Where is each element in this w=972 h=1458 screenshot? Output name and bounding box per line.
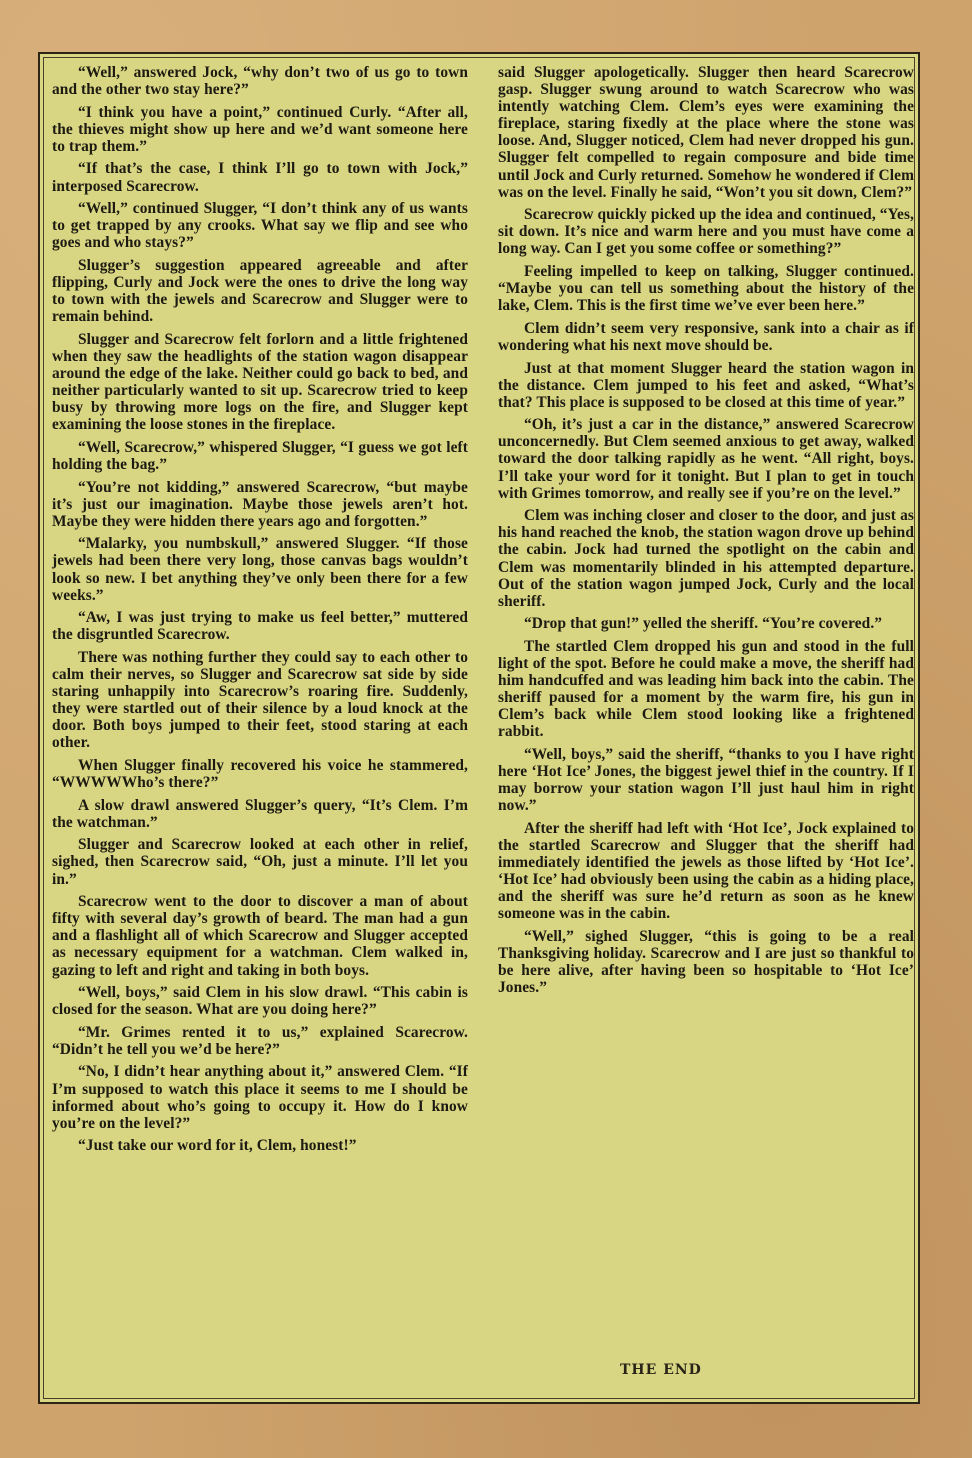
paragraph: “Malarky, you numbskull,” answered Slugger. “If those jewels had been there very long, those canvas bags wouldn’t look so new. I bet anything they’ve only been there for a few weeks.” xyxy=(52,535,468,604)
paragraph: Feeling impelled to keep on talking, Slugger continued. “Maybe you can tell us something about the history of the lake, Clem. This is the first time we’ve ever been here.” xyxy=(498,263,914,315)
paragraph: “Drop that gun!” yelled the sheriff. “You’re covered.” xyxy=(524,615,883,633)
paragraph: “You’re not kidding,” answered Scarecrow, “but maybe it’s just our imagination. Maybe those jewels aren’t hot. Maybe they were hidden there years ago and forgotten.” xyxy=(52,478,468,530)
paragraph: Slugger and Scarecrow felt forlorn and a little frightened when they saw the headlights of the station wagon disappear around the edge of the lake. Neither could go back to bed, and neither particularly wanted to sit up. Scarecrow tried to keep busy by throwing more logs on the fire, and Slugger kept examining the loose stones in the fireplace. xyxy=(52,330,468,434)
paragraph: “Just take our word for it, Clem, honest!” xyxy=(78,1137,357,1155)
paragraph: “Well,” sighed Slugger, “this is going to be a real Thanksgiving holiday. Scarecrow and I are just so thankful to be here alive, after having been so hospitable to ‘Hot Ice’ Jones.” xyxy=(498,927,914,997)
paragraph: Slugger and Scarecrow looked at each other in relief, sighed, then Scarecrow said, “Oh, just a minute. I’ll let you in.” xyxy=(52,836,468,888)
paragraph: Just at that moment Slugger heard the station wagon in the distance. Clem jumped to his feet and asked, “What’s that? This place is supposed to be closed at this time of year.” xyxy=(498,359,914,411)
paragraph: “Well, Scarecrow,” whispered Slugger, “I guess we got left holding the bag.” xyxy=(52,438,468,473)
paragraph: Clem didn’t seem very responsive, sank into a chair as if wondering what his next move should be. xyxy=(498,319,914,354)
paragraph: “Well,” continued Slugger, “I don’t think any of us wants to get trapped by any crooks. What say we flip and see who goes and who stays?” xyxy=(52,200,468,252)
paragraph: “Aw, I was just trying to make us feel better,” muttered the disgruntled Scarecrow. xyxy=(52,609,468,644)
paragraph: Clem was inching closer and closer to the door, and just as his hand reached the knob, the station wagon drove up behind the cabin. Jock had turned the spotlight on the cabin and Clem was momentarily blinded in his attempted departure. Out of the station wagon jumped Jock, Curly and the local sheriff. xyxy=(498,507,914,610)
paragraph: Slugger’s suggestion appeared agreeable and after flipping, Curly and Jock were the ones to drive the long way to town with the jewels and Scarecrow and Slugger were to remain behind. xyxy=(52,256,468,326)
paragraph: “Mr. Grimes rented it to us,” explained Scarecrow. “Didn’t he tell you we’d be here?” xyxy=(52,1023,468,1058)
left-column xyxy=(52,64,468,1386)
the-end-label: THE END xyxy=(620,1362,702,1378)
paragraph: “Oh, it’s just a car in the distance,” answered Scarecrow unconcernedly. But Clem seemed anxious to get away, walked toward the door talking rapidly as he went. “All right, boys. I’ll take your word for it tonight. But I plan to get in touch with Grimes tomorrow, and really see if you’re on the level.” xyxy=(498,416,914,502)
paragraph: “Well, boys,” said Clem in his slow drawl. “This cabin is closed for the season. What are you doing here?” xyxy=(52,984,468,1019)
paragraph: Scarecrow quickly picked up the idea and continued, “Yes, sit down. It’s nice and warm here and you must have come a long way. Can I get you some coffee or something?” xyxy=(498,206,914,258)
paragraph: “If that’s the case, I think I’ll go to town with Jock,” interposed Scarecrow. xyxy=(52,160,468,195)
paragraph: “Well, boys,” said the sheriff, “thanks to you I have right here ‘Hot Ice’ Jones, the biggest jewel thief in the country. If I may borrow your station wagon I’ll just haul him in right now.” xyxy=(498,745,914,815)
paragraph: After the sheriff had left with ‘Hot Ice’, Jock explained to the startled Scarecrow and Slugger that the sheriff had immediately identified the jewels as those lifted by ‘Hot Ice’. ‘Hot Ice’ had obviously been using the cabin as a hiding place, and the sheriff was sure he’d return as soon as he knew someone was in the cabin. xyxy=(498,819,914,923)
text-panel xyxy=(38,52,920,1404)
paragraph: The startled Clem dropped his gun and stood in the full light of the spot. Before he could make a move, the sheriff had him handcuffed and was leading him back into the cabin. The sheriff paused for a moment by the warm fire, his gun in Clem’s back while Clem stood looking like a frightened rabbit. xyxy=(498,637,914,741)
paragraph: “Well,” answered Jock, “why don’t two of us go to town and the other two stay here?” xyxy=(52,64,468,99)
paragraph: “No, I didn’t hear anything about it,” answered Clem. “If I’m supposed to watch this place it seems to me I should be informed about who’s going to occupy it. How do I know you’re on the level?” xyxy=(52,1063,468,1132)
right-column xyxy=(498,64,914,1386)
paragraph-continued: said Slugger apologetically. Slugger then heard Scarecrow gasp. Slugger swung around to watch Scarecrow who was intently watching Clem. Clem’s eyes were examining the fireplace, staring fixedly at the place where the stone was loose. And, Slugger noticed, Clem had never dropped his gun. Slugger felt compelled to regain composure and bide time until Jock and Curly returned. Somehow he wondered if Clem was on the level. Finally he said, “Won’t you sit down, Clem?” xyxy=(498,64,914,201)
paragraph: There was nothing further they could say to each other to calm their nerves, so Slugger and Scarecrow sat side by side staring unhappily into Scarecrow’s roaring fire. Suddenly, they were startled out of their silence by a loud knock at the door. Both boys jumped to their feet, stood staring at each other. xyxy=(52,648,468,752)
paragraph: “I think you have a point,” continued Curly. “After all, the thieves might show up here and we’d want someone here to trap them.” xyxy=(52,103,468,155)
paragraph: Scarecrow went to the door to discover a man of about fifty with several day’s growth of beard. The man had a gun and a flashlight all of which Scarecrow and Slugger accepted as necessary equipment for a watchman. Clem walked in, gazing to left and right and taking in both boys. xyxy=(52,893,468,979)
paragraph: A slow drawl answered Slugger’s query, “It’s Clem. I’m the watchman.” xyxy=(52,796,468,831)
paragraph: When Slugger finally recovered his voice he stammered, “WWWWWho’s there?” xyxy=(52,756,468,792)
